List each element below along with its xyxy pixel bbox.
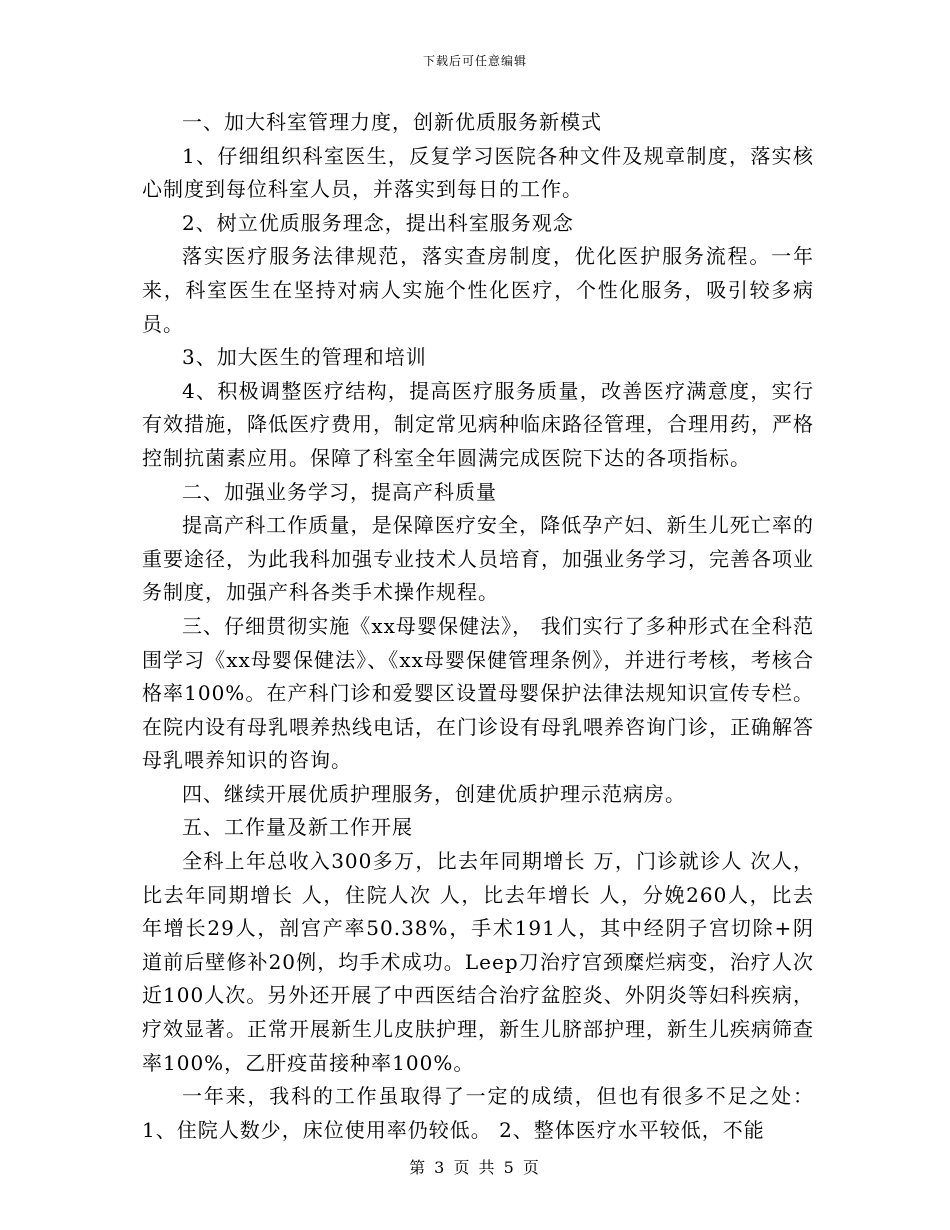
paragraph: 2、树立优质服务理念，提出科室服务观念 (182, 210, 574, 235)
page-header: 下载后可任意编辑 (422, 54, 527, 68)
paragraph: 提高产科工作质量，是保障医疗安全，降低孕产妇、新生儿死亡率的重要途径，为此我科加强专业技术人员培育，加强业务学习，完善各项业务制度，加强产科各类手术操作规程。 (142, 513, 814, 605)
section-heading-5: 五、工作量及新工作开展 (182, 815, 413, 840)
paragraph: 4、积极调整医疗结构，提高医疗服务质量，改善医疗满意度，实行有效措施，降低医疗费用，制定常见病种临床路径管理，合理用药，严格控制抗菌素应用。保障了科室全年圆满完成医院下达的各项指标。 (142, 378, 814, 470)
paragraph: 1、仔细组织科室医生，反复学习医院各种文件及规章制度，落实核心制度到每位科室人员，并落实到每日的工作。 (142, 143, 814, 202)
page-number: 第 3 页 共 5 页 (409, 1158, 541, 1177)
section-heading-1: 一、加大科室管理力度，创新优质服务新模式 (182, 110, 602, 134)
paragraph: 一年来，我科的工作虽取得了一定的成绩，但也有很多不足之处：1、住院人数少，床位使用率仍较低。 2、整体医疗水平较低，不能 (142, 1084, 814, 1142)
section-heading-2: 二、加强业务学习，提高产科质量 (182, 479, 497, 504)
paragraph: 3、加大医生的管理和培训 (182, 345, 427, 370)
section-heading-4: 四、继续开展优质护理服务，创建优质护理示范病房。 (182, 781, 686, 806)
paragraph: 全科上年总收入300多万，比去年同期增长 万，门诊就诊人 次人，比去年同期增长 人，住院人次 人，比去年增长 人，分娩260人，比去年增长29人，剖宫产率50.38%，手术191人，其中经阴子宫切除+阴道前后壁修补20例，均手术成功。Leep刀治疗宫颈糜烂病变，治疗人次近100人次。另外还开展了中西医结合治疗盆腔炎、外阴炎等妇科疾病，疗效显著。正常开展新生儿皮肤护理，新生儿脐部护理，新生儿疾病筛查率100%，乙肝疫苗接种率100%。 (142, 849, 814, 1075)
document-body (142, 106, 814, 1147)
section-heading-3: 三、仔细贯彻实施《xx母婴保健法》， 我们实行了多种形式在全科范围学习《xx母婴保健法》、《xx母婴保健管理条例》，并进行考核，考核合格率100%。在产科门诊和爱婴区设置母婴保护法律法规知识宣传专栏。在院内设有母乳喂养热线电话，在门诊设有母乳喂养咨询门诊，正确解答母乳喂养知识的咨询。 (142, 613, 814, 773)
paragraph: 落实医疗服务法律规范，落实查房制度，优化医护服务流程。一年来，科室医生在坚持对病人实施个性化医疗，个性化服务，吸引较多病员。 (142, 244, 814, 336)
